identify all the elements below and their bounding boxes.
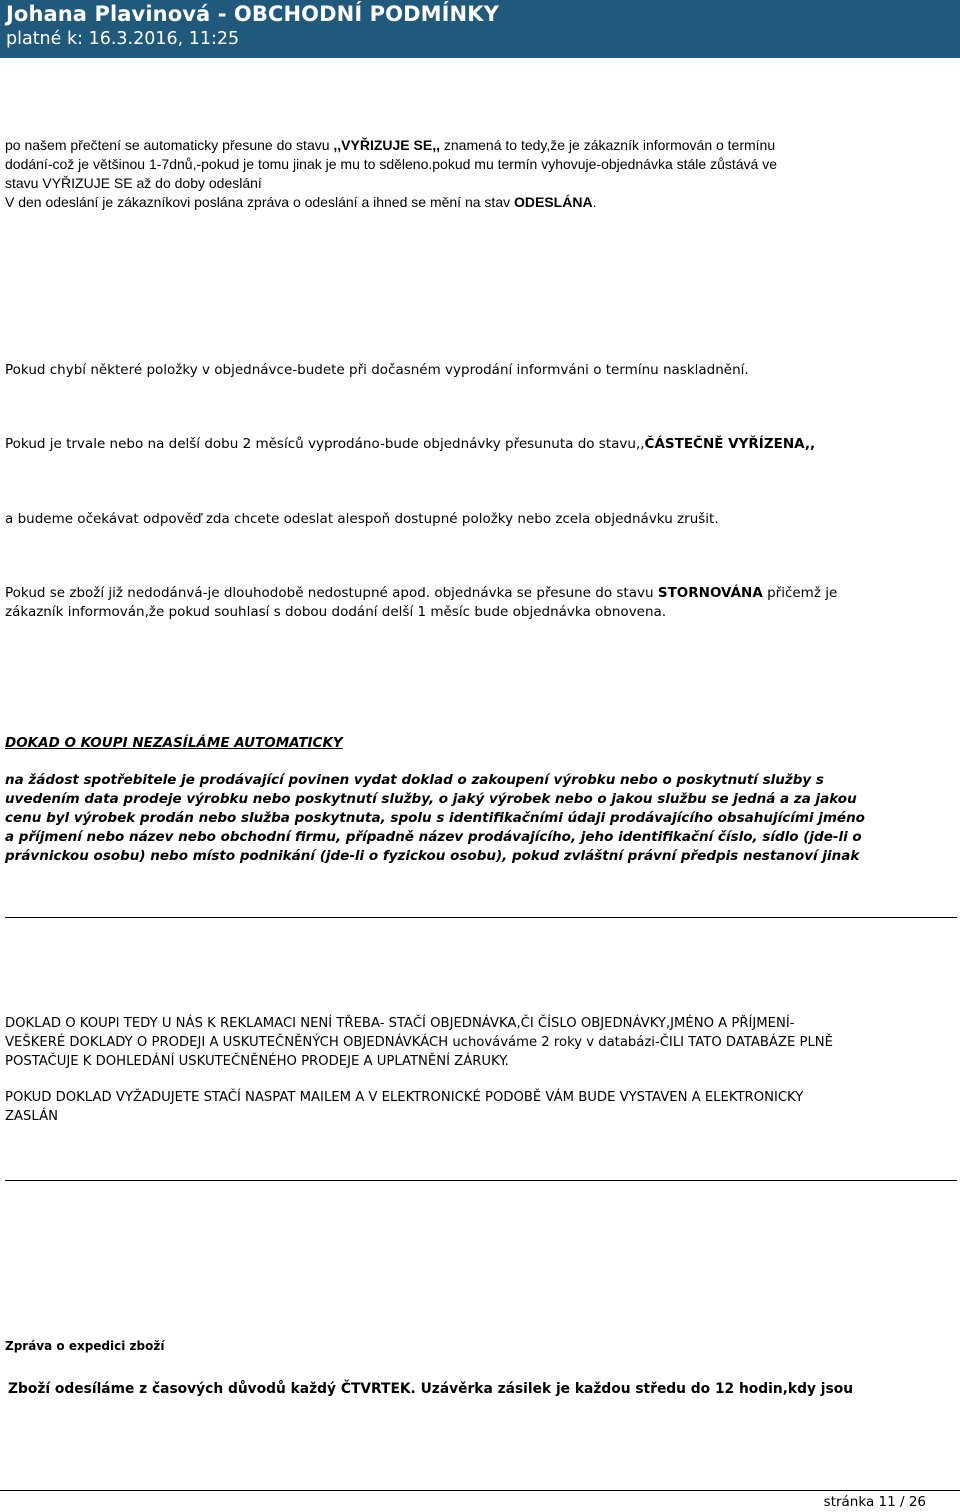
status-line-3: stavu VYŘIZUJE SE až do doby odeslání xyxy=(5,175,262,191)
long-sellout-paragraph: Pokud je trvale nebo na delší dobu 2 měsíců vyprodáno-bude objednávky přesunuta do stavu,,ČÁSTEČNĚ VYŘÍZENA,, xyxy=(5,436,816,452)
receipt-line: uvedením data prodeje výrobku nebo poskytnutí služby, o jaký výrobek nebo o jakou službu se jedná a za jakou xyxy=(5,791,857,807)
status-paragraph xyxy=(5,136,957,212)
section-divider xyxy=(5,917,957,918)
unavailable-paragraph xyxy=(5,584,957,622)
unavailable-line-1: Pokud se zboží již nedodánvá-je dlouhodobě nedostupné apod. objednávka se přesune do stavu STORNOVÁNA přičemž je xyxy=(5,585,838,601)
status-line-2: dodání-což je většinou 1-7dnů,-pokud je tomu jinak je mu to sděleno.pokud mu termín vyhovuje-objednávka stále zůstává ve xyxy=(5,156,778,172)
receipt-heading: DOKAD O KOUPI NEZASÍLÁME AUTOMATICKY xyxy=(5,735,343,751)
status-line-1: po našem přečtení se automaticky přesune do stavu ,,VYŘIZUJE SE,, znamená to tedy,že je zákazník informován o termínu xyxy=(5,137,776,153)
status-castecne-vyrizena: ČÁSTEČNĚ VYŘÍZENA,, xyxy=(644,436,816,452)
email-receipt-paragraph xyxy=(5,1088,957,1126)
receipt-line: právnickou osobu) nebo místo podnikání (jde-li o fyzickou osobu), pokud zvláštní právní předpis nestanoví jinak xyxy=(5,848,860,864)
complaint-line: DOKLAD O KOUPI TEDY U NÁS K REKLAMACI NENÍ TŘEBA- STAČÍ OBJEDNÁVKA,ČI ČÍSLO OBJEDNÁVKY,JMÉNO A PŘÍJMENÍ- xyxy=(5,1016,795,1031)
receipt-line: cenu byl výrobek prodán nebo služba poskytnuta, spolu s identifikačními údaji prodávajícího obsahujícími jméno xyxy=(5,810,865,826)
status-vyrizuje: ,,VYŘIZUJE SE,, xyxy=(333,137,440,153)
status-odeslana: ODESLÁNA xyxy=(514,194,593,210)
receipt-paragraph xyxy=(5,771,957,866)
status-stornovana: STORNOVÁNA xyxy=(657,585,763,601)
complaint-paragraph xyxy=(5,1014,957,1071)
missing-items-paragraph: Pokud chybí některé položky v objednávce-budete při dočasném vyprodání informváni o termínu naskladnění. xyxy=(5,362,749,378)
status-line-4: V den odeslání je zákazníkovi poslána zpráva o odeslání a ihned se mění na stav ODESLÁNA. xyxy=(5,194,597,210)
document-title: Johana Plavinová - OBCHODNÍ PODMÍNKY xyxy=(6,2,499,26)
page-number: stránka 11 / 26 xyxy=(823,1494,926,1510)
receipt-line: a příjmení nebo název nebo obchodní firmu, případně název prodávajícího, jeho identifikační číslo, sídlo (jde-li o xyxy=(5,829,862,845)
shipping-text: Zboží odesíláme z časových důvodů každý ČTVRTEK. Uzávěrka zásilek je každou středu do 12 hodin,kdy jsou xyxy=(8,1381,854,1397)
footer-divider xyxy=(0,1490,960,1491)
shipping-heading: Zpráva o expedici zboží xyxy=(5,1339,165,1353)
waiting-paragraph: a budeme očekávat odpověď zda chcete odeslat alespoň dostupné položky nebo zcela objednávku zrušit. xyxy=(5,511,719,527)
complaint-line: VEŠKERÉ DOKLADY O PRODEJI A USKUTEČNĚNÝCH OBJEDNÁVKÁCH uchováváme 2 roky v databázi-ČILI TATO DATABÁZE PLNĚ xyxy=(5,1035,834,1050)
header-bar xyxy=(0,0,960,58)
section-divider xyxy=(5,1180,957,1181)
receipt-line: na žádost spotřebitele je prodávající povinen vydat doklad o zakoupení výrobku nebo o poskytnutí služby s xyxy=(5,772,824,788)
complaint-line: POSTAČUJE K DOHLEDÁNÍ USKUTEČNĚNÉHO PRODEJE A UPLATNĚNÍ ZÁRUKY. xyxy=(5,1054,509,1069)
unavailable-line-2: zákazník informován,že pokud souhlasí s dobou dodání delší 1 měsíc bude objednávka obnovena. xyxy=(5,604,667,620)
email-line: POKUD DOKLAD VYŽADUJETE STAČÍ NASPAT MAILEM A V ELEKTRONICKÉ PODOBĚ VÁM BUDE VYSTAVEN A ELEKTRONICKY xyxy=(5,1090,804,1105)
email-line: ZASLÁN xyxy=(5,1109,58,1124)
valid-date: platné k: 16.3.2016, 11:25 xyxy=(6,29,240,49)
